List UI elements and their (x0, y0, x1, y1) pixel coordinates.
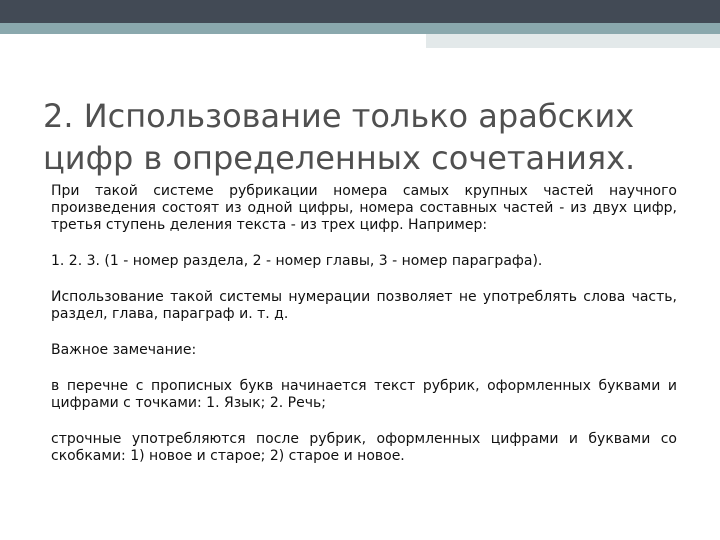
accent-line (0, 23, 720, 34)
paragraph-rubrication: При такой системе рубрикации номера самых крупных частей научного произведения состоят из одной цифры, номера составных частей - из двух цифр, третья ступень деления текста - из трех цифр. Например: (51, 183, 677, 233)
top-bar (0, 0, 720, 23)
slide-body (51, 183, 677, 484)
accent-block (426, 34, 720, 48)
slide-title: 2. Использование только арабских цифр в определенных сочетаниях. (43, 97, 636, 177)
paragraph-usage: Использование такой системы нумерации позволяет не употреблять слова часть, раздел, глава, параграф и. т. д. (51, 289, 677, 322)
paragraph-note-heading: Важное замечание: (51, 342, 197, 358)
paragraph-example: 1. 2. 3. (1 - номер раздела, 2 - номер главы, 3 - номер параграфа). (51, 253, 543, 269)
paragraph-lowercase-rule: строчные употребляются после рубрик, оформленных цифрами и буквами со скобками: 1) новое и старое; 2) старое и новое. (51, 431, 677, 464)
paragraph-uppercase-rule: в перечне с прописных букв начинается текст рубрик, оформленных буквами и цифрами с точками: 1. Язык; 2. Речь; (51, 378, 677, 411)
